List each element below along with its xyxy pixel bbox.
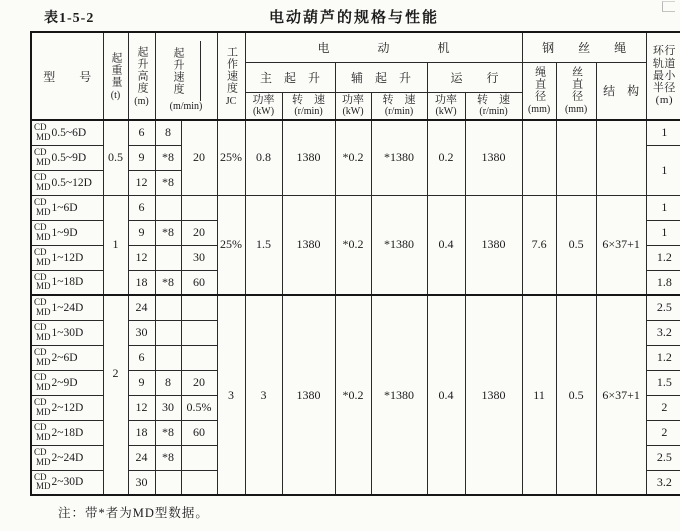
table-cell: 25% [217,120,245,195]
table-cell: 2 [103,295,128,495]
col-duty-unit: JC [225,95,237,107]
table-cell: 1.5 [245,195,282,295]
table-cell: 0.4 [427,295,465,495]
table-cell: 60 [181,420,217,445]
table-cell: 6 [128,345,155,370]
table-cell: 2.5 [646,445,680,470]
table-cell: *8 [155,445,181,470]
table-header [31,32,680,120]
table-cell: 12 [128,245,155,270]
table-cell: *0.2 [335,120,371,195]
table-cell: 2.5 [646,295,680,320]
col-lift-height [128,32,155,120]
table-cell: 20 [181,370,217,395]
table-cell: 18 [128,270,155,295]
table-cell: 30 [181,245,217,270]
table-cell [155,195,181,220]
table-cell: 1 [646,120,680,145]
page-title: 电动葫芦的规格与性能 [268,10,439,26]
table-cell: 7.6 [522,195,556,295]
title-row [30,2,678,31]
model-cell: CD MD 1~12D [31,245,103,270]
table-cell: 9 [128,370,155,395]
col-rope-diameter-unit: (mm) [527,104,551,116]
table-cell: 1380 [465,195,522,295]
table-cell: 12 [128,170,155,195]
model-cell: CD MD 1~6D [31,195,103,220]
table-cell: *1380 [371,295,427,495]
table-cell: 24 [128,445,155,470]
table-cell [155,470,181,495]
table-cell: 1.8 [646,270,680,295]
table-row [31,295,680,320]
model-cell: CD MD 2~24D [31,445,103,470]
table-cell: 20 [181,120,217,195]
table-cell: 0.2 [427,120,465,195]
table-cell: 0.4 [427,195,465,295]
table-cell: 1 [646,145,680,195]
table-cell: 1.5 [646,370,680,395]
group-wire-rope: 钢 丝 绳 [522,32,646,62]
model-cell: CD MD 1~24D [31,295,103,320]
col-model: 型 号 [31,32,103,120]
table-cell: 12 [128,395,155,420]
table-cell: 30 [128,320,155,345]
table-cell: 3 [245,295,282,495]
col-lift-height-unit: (m) [134,95,149,107]
table-cell: 1380 [282,120,335,195]
col-main-rpm: 转 速 (r/min) [282,92,335,120]
col-lift-speed-label: 起升速度 [172,46,184,95]
group-travel: 运 行 [427,62,522,92]
table-cell: 0.5 [103,120,128,195]
col-travel-rpm: 转 速 (r/min) [465,92,522,120]
model-cell: CD MD 2~9D [31,370,103,395]
group-motor: 电 动 机 [245,32,522,62]
table-cell: 6×37+1 [596,295,646,495]
col-travel-power: 功率 (kW) [427,92,465,120]
col-rope-diameter-label: 绳直径 [533,66,546,103]
table-cell: 2 [646,395,680,420]
table-cell: 30 [128,470,155,495]
table-cell: 1380 [465,295,522,495]
spec-table [30,31,680,496]
table-cell: 60 [181,270,217,295]
col-wire-diameter [556,62,596,120]
table-cell [556,120,596,195]
col-rope-diameter [522,62,556,120]
col-capacity-unit: (t) [110,89,121,101]
table-cell: 0.5% [181,395,217,420]
table-cell [155,245,181,270]
table-cell: 11 [522,295,556,495]
table-cell: *8 [155,145,181,170]
model-cell: CD MD 1~30D [31,320,103,345]
table-cell [181,295,217,320]
table-cell: 0.5 [556,195,596,295]
col-wire-diameter-unit: (mm) [564,104,588,116]
table-cell [522,120,556,195]
table-cell: *8 [155,220,181,245]
group-aux-hoist: 辅 起 升 [335,62,427,92]
model-cell: CD MD 1~18D [31,270,103,295]
col-lift-height-label: 起升高度 [136,45,148,94]
table-row [31,120,680,145]
table-cell [596,120,646,195]
table-row [31,195,680,220]
table-cell: 9 [128,220,155,245]
col-speeds-unit: (m/min) [169,100,203,112]
table-cell [181,445,217,470]
model-cell: CD MD 2~12D [31,395,103,420]
table-cell [155,295,181,320]
table-cell: *8 [155,270,181,295]
table-cell [181,345,217,370]
col-aux-power: 功率 (kW) [335,92,371,120]
table-cell [155,320,181,345]
table-cell: *8 [155,170,181,195]
spec-table-body [31,120,680,495]
table-cell: 1 [103,195,128,295]
table-cell: 24 [128,295,155,320]
table-cell: 1.2 [646,345,680,370]
model-cell: CD MD 1~9D [31,220,103,245]
table-cell: 1 [646,195,680,220]
table-cell: 1380 [465,120,522,195]
col-wire-diameter-label: 丝直径 [570,66,583,103]
col-main-power: 功率 (kW) [245,92,282,120]
group-main-hoist: 主 起 升 [245,62,335,92]
table-cell: 1380 [282,295,335,495]
table-cell: 8 [155,120,181,145]
table-cell: 30 [155,395,181,420]
col-duty [217,32,245,120]
col-aux-rpm: 转 速 (r/min) [371,92,427,120]
model-cell: CD MD 2~30D [31,470,103,495]
table-cell: 25% [217,195,245,295]
table-cell: *0.2 [335,295,371,495]
table-cell: 3 [217,295,245,495]
table-cell: 1380 [282,195,335,295]
col-capacity [103,32,128,120]
col-speeds [155,32,217,120]
table-cell: *8 [155,420,181,445]
table-cell: 6×37+1 [596,195,646,295]
table-cell: 6 [128,120,155,145]
table-number: 表1-5-2 [44,11,95,26]
col-min-radius [646,32,680,120]
table-cell: 0.8 [245,120,282,195]
model-cell: CD MD 0.5~6D [31,120,103,145]
table-cell: 1.2 [646,245,680,270]
col-capacity-label: 起重量 [110,51,122,88]
model-cell: CD MD 2~6D [31,345,103,370]
col-rope-structure: 结 构 [596,62,646,120]
table-cell: *0.2 [335,195,371,295]
table-cell [181,470,217,495]
table-cell: 20 [181,220,217,245]
col-min-radius-label: 环行 轨道 最小 半径 (m) [652,45,676,107]
model-cell: CD MD 0.5~9D [31,145,103,170]
table-cell [181,195,217,220]
table-cell: 9 [128,145,155,170]
table-cell: 6 [128,195,155,220]
table-cell: 3.2 [646,320,680,345]
table-cell: *1380 [371,120,427,195]
footnote: 注：带*者为MD型数据。 [58,506,209,520]
table-cell: 8 [155,370,181,395]
table-cell: 0.5 [556,295,596,495]
table-cell [155,345,181,370]
table-cell: 18 [128,420,155,445]
col-duty-label: 工作速度 [225,45,238,94]
table-cell: 3.2 [646,470,680,495]
model-cell: CD MD 0.5~12D [31,170,103,195]
model-cell: CD MD 2~18D [31,420,103,445]
table-cell: *1380 [371,195,427,295]
table-cell: 2 [646,420,680,445]
table-cell: 1 [646,220,680,245]
table-cell [181,320,217,345]
